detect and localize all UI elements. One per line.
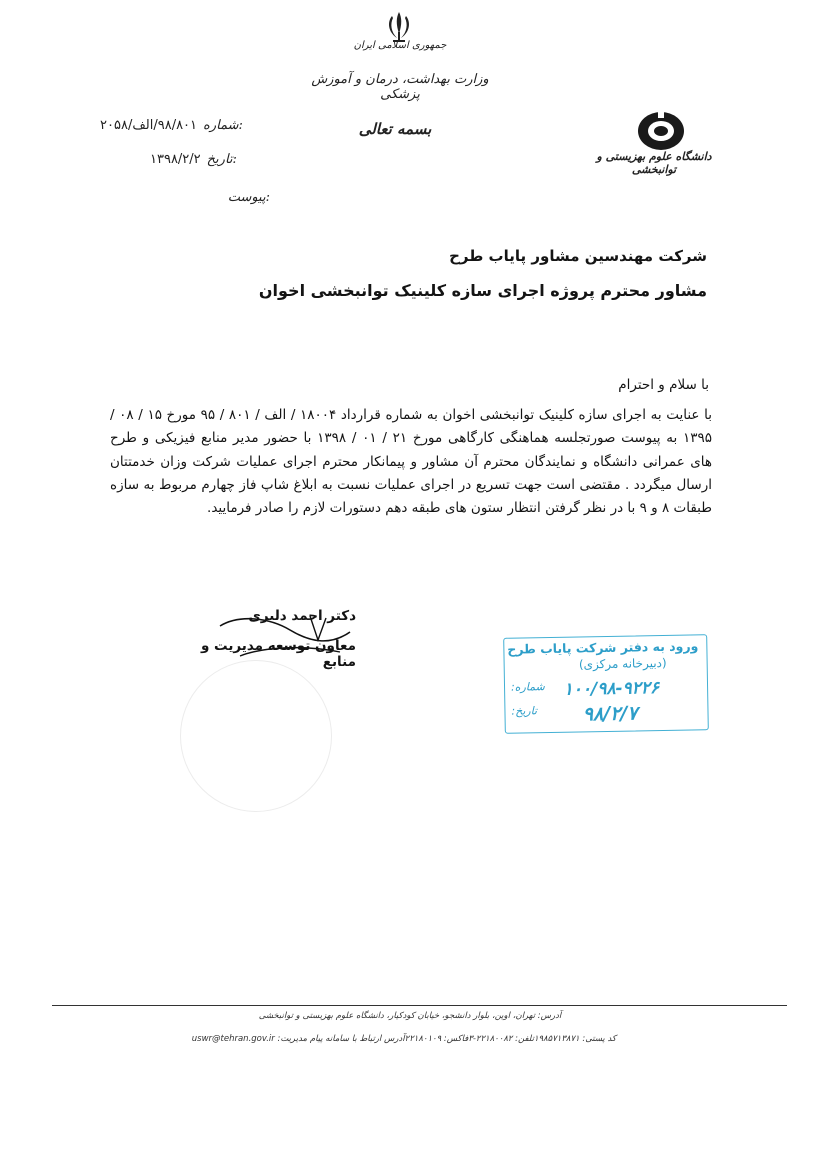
letter-number [100, 118, 270, 133]
stamp-number-value: ۱۰۰/۹۸-۹۲۲۶ [563, 678, 660, 700]
footer-postal-code: کد پستی: ۱۹۸۵۷۱۳۸۷۱ [533, 1034, 616, 1044]
recipient-company: شرکت مهندسین مشاور پایاب طرح [449, 247, 707, 265]
footer-phone: تلفن: ۲۲۱۸۰۰۸۲-۳ [468, 1034, 534, 1044]
letter-date-label: تاریخ: [206, 152, 237, 167]
stamp-number-label: شماره: [510, 680, 545, 694]
university-logo-icon [636, 110, 686, 152]
recipient-role: مشاور محترم پروژه اجرای سازه کلینیک توانبخشی اخوان [258, 281, 707, 300]
footer-email: آدرس ارتباط با سامانه پیام مدیریت: uswr@tehran.gov.ir [191, 1034, 405, 1044]
receipt-stamp [503, 634, 709, 734]
stamp-date-value: ۹۸/۲/۷ [582, 702, 638, 726]
university-name: دانشگاه علوم بهزیستی و توانبخشی [596, 150, 712, 176]
footer-divider [52, 1005, 787, 1006]
letter-date-value: ۱۳۹۸/۲/۲ [150, 152, 201, 167]
signer-name: دکتر احمد دلبری [248, 608, 356, 624]
invocation: بسمه تعالی [358, 120, 432, 138]
letter-attachment [200, 190, 270, 205]
faint-seal [180, 660, 332, 812]
government-line: جمهوری اسلامی ایران [353, 40, 447, 51]
letter-body: با عنایت به اجرای سازه کلینیک توانبخشی اخوان به شماره قرارداد ۱۸۰۰۴ / الف / ۸۰۱ / ۹۵ مورخ ۱۵ / ۰۸ / ۱۳۹۵ به پیوست صورتجلسه هماهنگی کارگاهی مورخ ۲۱ / ۰۱ / ۱۳۹۸ با حضور مدیر منابع فیزیکی و طرح های عمرانی دانشگاه و نمایندگان محترم آن مشاور و پیمانکار محترم اجرای عملیات شرکت وزان خدمتتان ارسال میگردد . مقتضی است جهت تسریع در اجرای عملیات نسبت به ابلاغ شاپ فاز چهارم مربوط به سازه طبقات ۸ و ۹ با در نظر گرفتن انتظار ستون های طبقه دهم دستورات لازم را صادر فرمایید. [110, 407, 712, 517]
iran-emblem-icon [384, 10, 414, 44]
greeting: با سلام و احترام [618, 377, 709, 393]
letter-attachment-label: پیوست: [227, 190, 270, 205]
signer-title: معاون توسعه مدیریت و منابع [200, 638, 356, 670]
footer-address: آدرس: تهران، اوین، بلوار دانشجو، خیابان کودکیار، دانشگاه علوم بهزیستی و توانبخشی [258, 1011, 562, 1021]
stamp-date-label: تاریخ: [511, 704, 538, 718]
stamp-secretariat: (دبیرخانه مرکزی) [578, 655, 667, 672]
stamp-office: ورود به دفتر شرکت پایاب طرح [507, 638, 699, 657]
letter-date [150, 152, 270, 167]
ministry-line: وزارت بهداشت، درمان و آموزش پزشکی [311, 72, 489, 102]
footer-contacts [191, 1034, 616, 1044]
footer-fax: فاکس: ۲۲۱۸۰۱۰۹ [404, 1034, 469, 1044]
letter-number-label: شماره: [203, 118, 243, 133]
letter-number-value: ۹۸/۸۰۱/الف/۲۰۵۸ [100, 118, 198, 133]
